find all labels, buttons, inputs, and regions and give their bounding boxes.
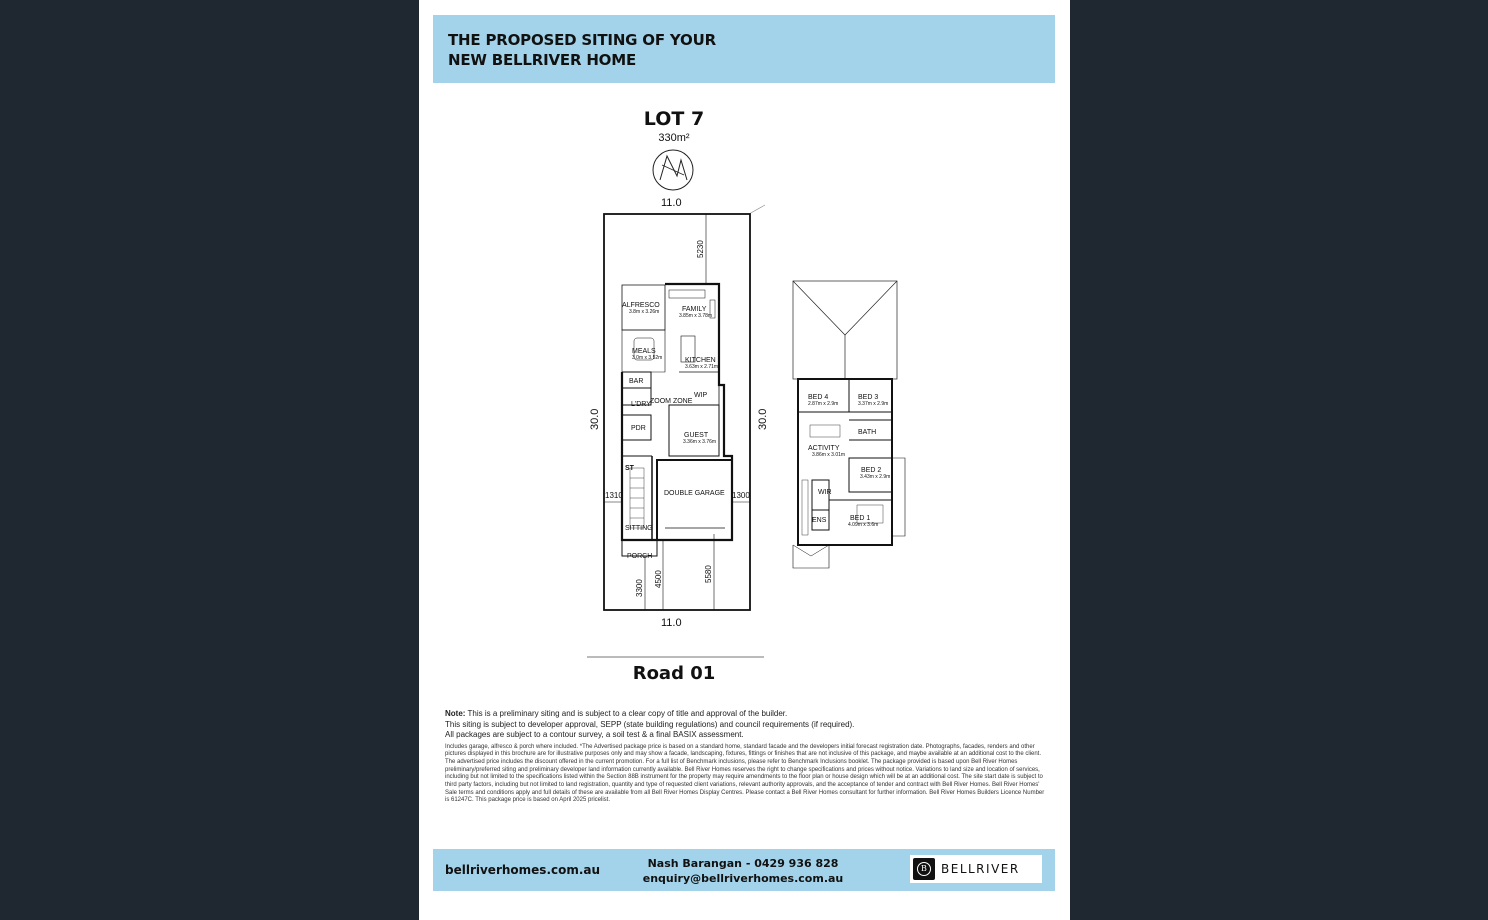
site-plan	[419, 0, 1070, 700]
room-bed3-size: 3.37m x 2.9m	[858, 401, 889, 407]
dim-left-side: 1310	[605, 491, 623, 500]
contact-name-phone[interactable]: Nash Barangan - 0429 936 828	[647, 857, 839, 870]
room-storage: ST	[625, 465, 634, 472]
room-wir: WIR	[818, 489, 832, 496]
footer-website-link[interactable]: bellriverhomes.com.au	[445, 863, 601, 877]
room-guest: GUEST	[684, 432, 709, 439]
room-pdr: PDR	[631, 425, 646, 432]
room-alfresco-size: 3.8m x 3.26m	[629, 309, 660, 315]
bellriver-logo-icon	[913, 858, 935, 880]
footer-band	[433, 849, 1055, 891]
room-guest-size: 3.36m x 3.76m	[683, 439, 717, 445]
ground-floor-plan	[622, 284, 732, 556]
lot-area: 330m²	[658, 132, 690, 144]
room-activity-size: 3.86m x 3.01m	[812, 452, 846, 458]
road-label: Road 01	[632, 663, 716, 684]
north-arrow-icon	[653, 150, 693, 190]
lot-title: LOT 7	[643, 108, 705, 130]
room-bed2: BED 2	[861, 467, 882, 474]
dim-rear-setback: 5230	[696, 240, 705, 258]
room-bed4-size: 2.87m x 2.9m	[808, 401, 839, 407]
dim-front-house: 4500	[654, 570, 663, 588]
room-kitchen-size: 3.63m x 2.71m	[685, 364, 719, 370]
dim-right-side: 1300	[732, 491, 750, 500]
note-line-1	[445, 709, 1045, 720]
note-text-1: This is a preliminary siting and is subject to a clear copy of title and approval of the builder.	[467, 709, 788, 718]
room-ens: ENS	[812, 517, 827, 524]
brand-wordmark: BELLRIVER	[941, 862, 1020, 876]
fine-print: Includes garage, alfresco & porch where included. *The Advertised package price is based on a standard home, standard facade and the developers initial forecast registration date. Photographs, facades, renders and other pictures displayed in this brochure are for illustrative purposes only and may show a facade, landscaping, fixtures, fittings or finishes that are not inclusive of this package, and maybe available at an additional cost to the client. The advertised price includes the discount offered in the current promotion. For a full list of Benchmark inclusions, please refer to Benchmark Inclusions booklet. The package provided is based upon Bell River Homes preliminary/preferred siting and preliminary developer land information currently available. Bell River Homes reserves the right to change specifications and prices without notice. Variations to land size and location of services, including but not limited to the specifications listed within the Section 88B instrument for the property may require amendments to the floor plan or house design which will be at an additional cost. The site start date is subject to third party factors, including but not limited to land registration, quantity and type of requested client variations, relevant authority approvals, and the acceptance of tender and contract with Bell River Homes. Bell River Homes' Sale terms and conditions apply and full details of these are available from all Bell River Homes Display Centres. Please contact a Bell River Homes consultant for further information. Bell River Homes Builders Licence Number is 61247C. This package price is based on April 2025 pricelist.	[445, 743, 1045, 804]
room-meals-size: 3.0m x 3.52m	[632, 355, 663, 361]
room-bed2-size: 3.43m x 2.9m	[860, 474, 891, 480]
brand-mark-letter: B	[917, 862, 931, 876]
room-bed3: BED 3	[858, 394, 879, 401]
room-bed1: BED 1	[850, 515, 871, 522]
footer-contact	[638, 856, 848, 886]
room-bar: BAR	[629, 378, 644, 385]
dim-bottom-width: 11.0	[661, 617, 682, 629]
notes-block	[445, 709, 1045, 805]
header-line-1: THE PROPOSED SITING OF YOUR	[448, 31, 716, 49]
room-meals: MEALS	[632, 348, 656, 355]
room-sitting: SITTING	[625, 525, 653, 532]
lot-boundary	[604, 214, 750, 610]
room-family-size: 3.85m x 3.78m	[679, 313, 713, 319]
note-line-3: All packages are subject to a contour survey, a soil test & a final BASIX assessment.	[445, 730, 744, 739]
dim-front-garage: 5580	[704, 565, 713, 583]
room-bed4: BED 4	[808, 394, 829, 401]
room-activity: ACTIVITY	[808, 445, 840, 452]
room-kitchen: KITCHEN	[685, 357, 716, 364]
room-porch: PORCH	[627, 553, 653, 560]
dim-front-porch: 3300	[635, 579, 644, 597]
dim-left-depth: 30.0	[589, 408, 601, 430]
room-laundry: L'DRY	[631, 401, 651, 408]
roof-plan	[793, 281, 897, 379]
room-family: FAMILY	[682, 306, 707, 313]
contact-email[interactable]: enquiry@bellriverhomes.com.au	[642, 872, 844, 885]
room-alfresco: ALFRESCO	[622, 302, 660, 309]
brand-logo	[910, 855, 1042, 883]
room-garage: DOUBLE GARAGE	[664, 490, 725, 497]
dim-right-depth: 30.0	[757, 408, 769, 430]
brochure-page	[419, 0, 1070, 920]
note-label: Note:	[445, 709, 466, 718]
note-line-2: This siting is subject to developer approval, SEPP (state building regulations) and council requirements (if required).	[445, 719, 855, 729]
room-wip: WIP	[694, 392, 708, 399]
room-bath: BATH	[858, 429, 877, 436]
header-line-2: NEW BELLRIVER HOME	[448, 51, 637, 69]
dim-top-width: 11.0	[661, 197, 682, 209]
room-zoom-zone: ZOOM ZONE	[650, 398, 693, 405]
room-bed1-size: 4.09m x 3.6m	[848, 522, 879, 528]
